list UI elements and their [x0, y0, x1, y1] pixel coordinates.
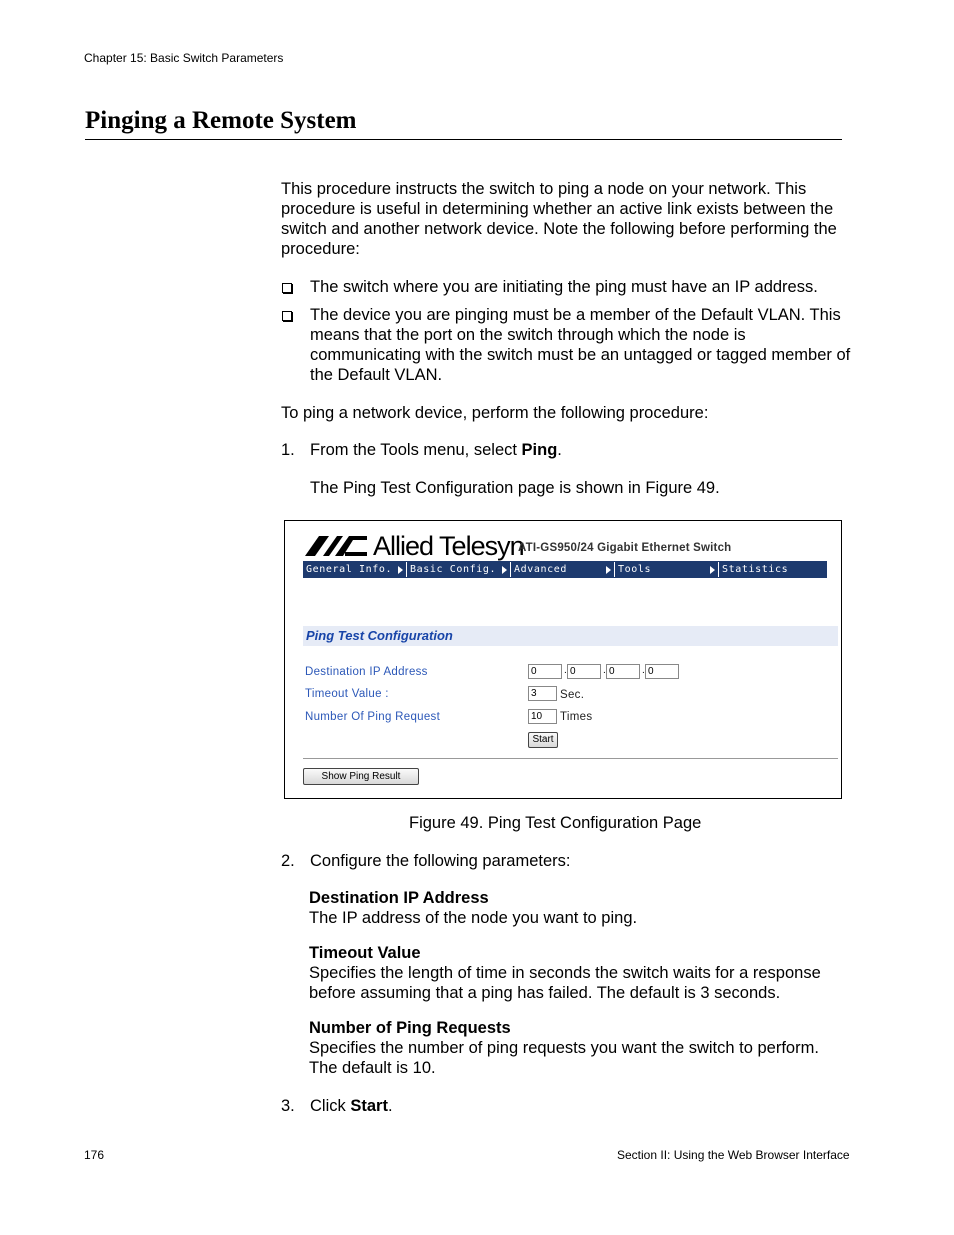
triangle-right-icon — [710, 566, 715, 574]
nav-item-tools[interactable]: Tools — [615, 562, 719, 577]
section-heading: Ping Test Configuration — [303, 626, 838, 646]
nav-item-advanced-config[interactable]: Advanced Config. — [511, 562, 615, 577]
ping-count-input[interactable] — [528, 709, 557, 724]
timeout-label: Timeout Value : — [305, 688, 389, 700]
nav-item-statistics[interactable]: Statistics — [722, 564, 789, 575]
triangle-right-icon — [398, 566, 403, 574]
show-ping-result-button[interactable]: Show Ping Result — [303, 768, 419, 785]
divider — [303, 758, 838, 759]
ip-dot: . — [564, 665, 567, 676]
nav-menu — [303, 561, 827, 590]
ip-dot: . — [603, 665, 606, 676]
list-item: The switch where you are initiating the ping must have an IP address. — [281, 277, 851, 297]
ping-count-unit: Times — [560, 711, 593, 723]
step-1: 1. From the Tools menu, select Ping. — [281, 441, 562, 459]
running-header: Chapter 15: Basic Switch Parameters — [84, 51, 284, 65]
figure-screenshot — [284, 520, 842, 799]
timeout-input[interactable] — [528, 686, 557, 701]
checkbox-bullet-icon — [282, 283, 292, 293]
param-dest-ip: Destination IP Address The IP address of the node you want to ping. — [309, 889, 638, 927]
allied-telesyn-logo-icon — [305, 536, 367, 556]
param-timeout: Timeout Value Specifies the length of time in seconds the switch waits for a response before assuming that a ping has failed. The default is 3 seconds. — [309, 944, 821, 1002]
running-footer: Section II: Using the Web Browser Interface — [617, 1148, 850, 1162]
ip-octet-2-input[interactable] — [567, 664, 601, 679]
ping-count-label: Number Of Ping Request — [305, 711, 441, 723]
page-title: Pinging a Remote System — [85, 106, 842, 140]
triangle-right-icon — [606, 566, 611, 574]
start-button[interactable]: Start — [528, 732, 558, 748]
ip-octet-4-input[interactable] — [645, 664, 679, 679]
triangle-right-icon — [502, 566, 507, 574]
model-name: ATI-GS950/24 Gigabit Ethernet Switch — [518, 542, 732, 554]
nav-item-general-info[interactable]: General Info. — [303, 562, 407, 577]
ip-octet-1-input[interactable] — [528, 664, 562, 679]
intro-paragraph: This procedure instructs the switch to ping a node on your network. This procedure is useful in determining whether an active link exists between the switch and another network device. Note the following before performing the procedure: — [281, 180, 837, 258]
ip-octet-3-input[interactable] — [606, 664, 640, 679]
timeout-unit: Sec. — [560, 689, 585, 701]
figure-caption: Figure 49. Ping Test Configuration Page — [409, 814, 702, 832]
step-2: 2. Configure the following parameters: — [281, 852, 571, 870]
procedure-intro: To ping a network device, perform the following procedure: — [281, 404, 709, 422]
nav-item-basic-config[interactable]: Basic Config. — [407, 562, 511, 577]
brand-logo: Allied Telesyn — [305, 531, 524, 561]
ip-dot: . — [642, 665, 645, 676]
param-ping-count: Number of Ping Requests Specifies the number of ping requests you want the switch to perform. The default is 10. — [309, 1019, 819, 1077]
step-3: 3. Click Start. — [281, 1097, 393, 1115]
page-number: 176 — [84, 1148, 105, 1162]
step-1-note: The Ping Test Configuration page is shown in Figure 49. — [310, 479, 720, 497]
list-item: The device you are pinging must be a member of the Default VLAN. This means that the port on the switch through which the node is communicating with the switch must be an untagged or tagged member of the Default VLAN. — [281, 305, 851, 385]
checkbox-bullet-icon — [282, 311, 292, 321]
dest-ip-label: Destination IP Address — [305, 666, 428, 678]
note-list — [281, 277, 851, 393]
